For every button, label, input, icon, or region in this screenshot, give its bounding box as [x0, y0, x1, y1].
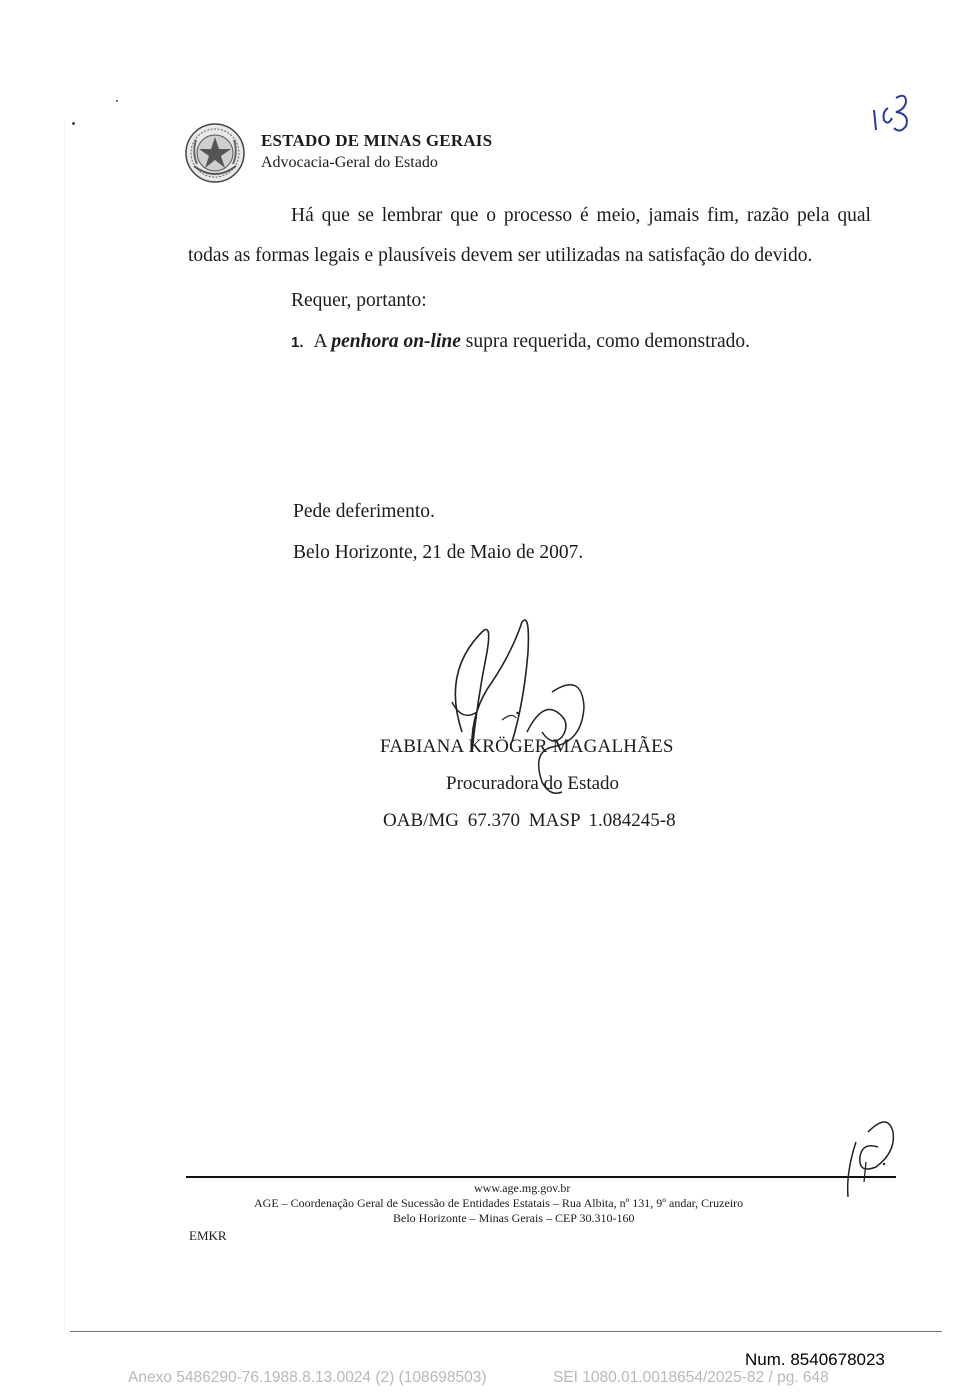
footer-divider	[186, 1176, 896, 1178]
item-suffix: supra requerida, como demonstrado.	[465, 331, 751, 352]
scan-margin-shadow	[64, 120, 65, 1330]
org-name: ESTADO DE MINAS GERAIS	[261, 131, 493, 150]
request-intro: Requer, portanto:	[291, 290, 427, 311]
item-prefix: A	[313, 331, 327, 352]
annex-reference: Anexo 5486290-76.1988.8.13.0024 (2) (108698503)	[128, 1369, 487, 1386]
body-paragraph-line-1: Há que se lembrar que o processo é meio, jamais fim, razão pela qual	[291, 205, 871, 226]
signer-name: FABIANA KRÖGER MAGALHÃES	[380, 736, 674, 757]
footer-city: Belo Horizonte – Minas Gerais – CEP 30.310-160	[393, 1211, 635, 1225]
handwritten-page-number	[866, 88, 926, 138]
footer-website: www.age.mg.gov.br	[474, 1181, 571, 1195]
closing-request: Pede deferimento.	[293, 501, 435, 522]
body-paragraph-line-2: todas as formas legais e plausíveis devem ser utilizadas na satisfação do devido.	[188, 245, 813, 266]
place-and-date: Belo Horizonte, 21 de Maio de 2007.	[293, 542, 584, 563]
stamp-divider	[70, 1331, 942, 1332]
initials-signature	[838, 1112, 908, 1202]
item-number: 1.	[291, 334, 304, 351]
sei-reference: SEI 1080.01.0018654/2025-82 / pg. 648	[553, 1369, 829, 1386]
org-department: Advocacia-Geral do Estado	[261, 154, 438, 171]
scan-speck	[116, 100, 118, 102]
coat-of-arms-seal-icon	[184, 122, 246, 184]
document-number: Num. 8540678023	[745, 1350, 885, 1369]
footer-address: AGE – Coordenação Geral de Sucessão de Entidades Estatais – Rua Albita, nº 131, 9º andar, Cruzeiro	[254, 1196, 744, 1210]
request-item-1	[291, 331, 750, 353]
signer-registration: OAB/MG 67.370 MASP 1.084245-8	[383, 810, 676, 831]
scan-speck	[72, 122, 75, 125]
signer-role: Procuradora do Estado	[446, 773, 620, 794]
item-emphasis: penhora on-line	[331, 331, 461, 352]
typist-initials: EMKR	[189, 1228, 227, 1243]
